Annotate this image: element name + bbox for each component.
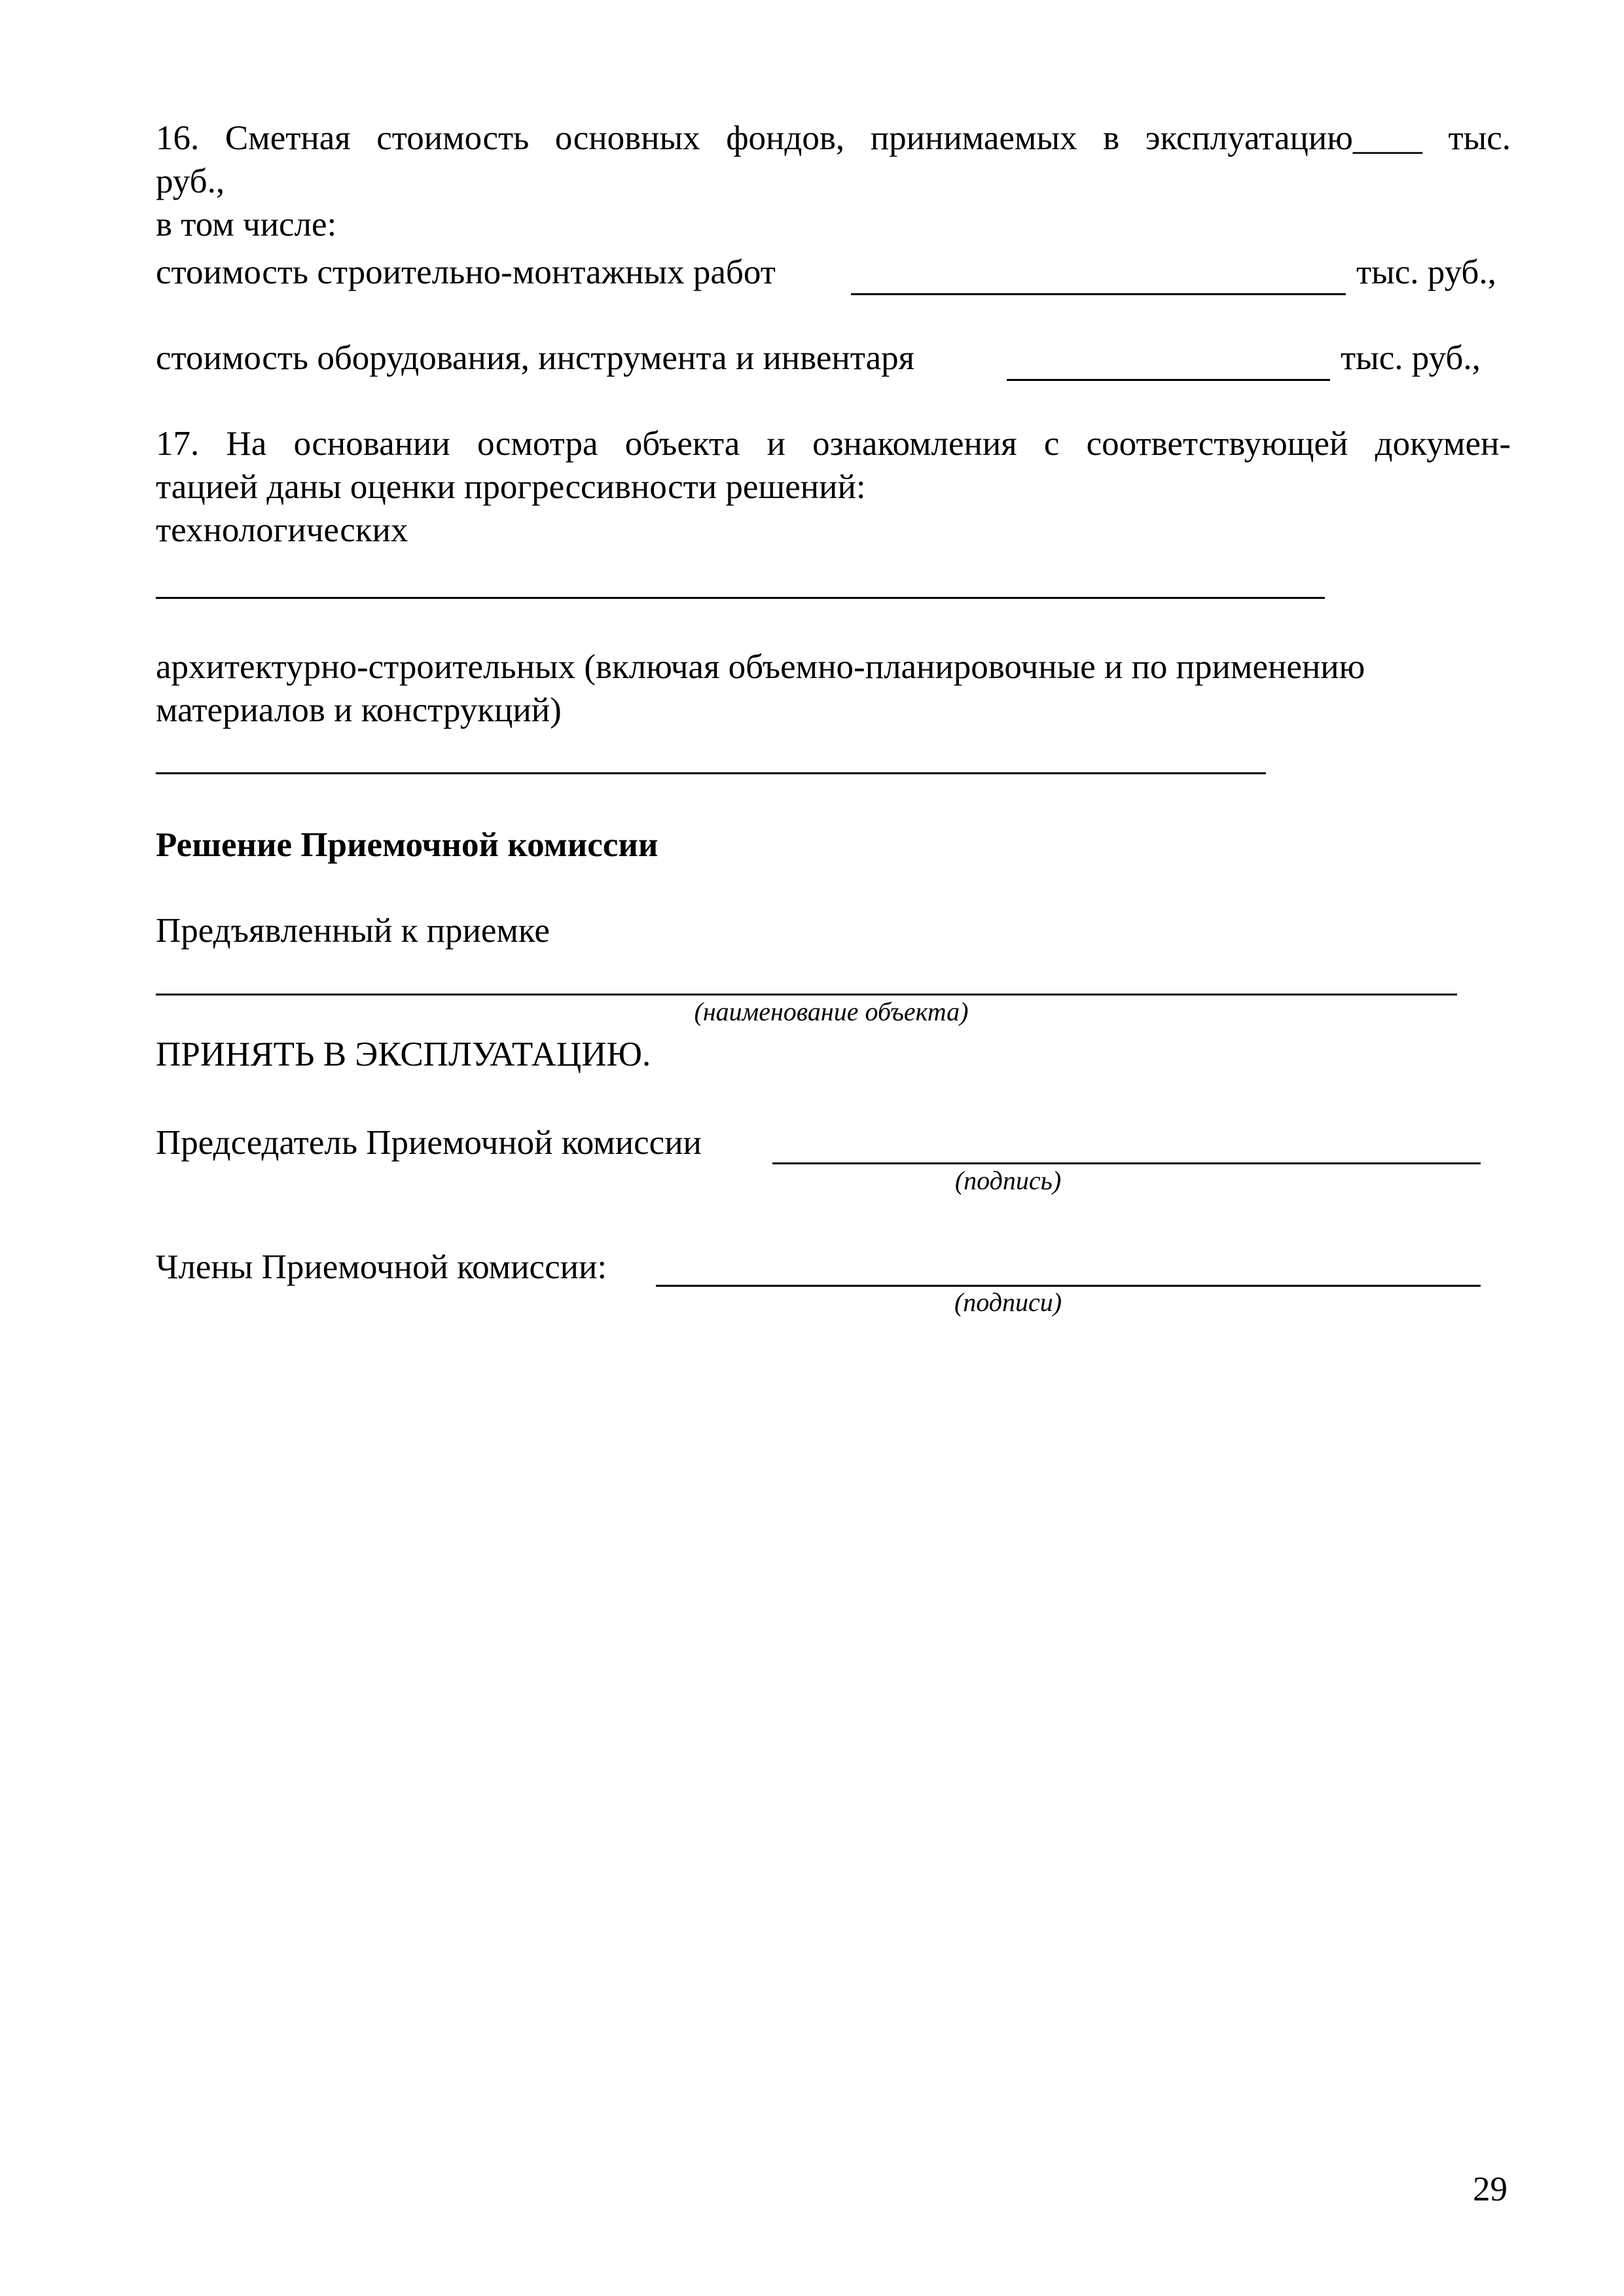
presented-label: Предъявленный к приемке bbox=[156, 912, 550, 950]
equipment-cost-blank[interactable] bbox=[1007, 379, 1330, 381]
decision-heading: Решение Приемочной комиссии bbox=[156, 826, 659, 864]
chairman-signature-line[interactable] bbox=[772, 1162, 1481, 1164]
item17-line2: тацией даны оценки прогрессивности решений: bbox=[156, 468, 866, 506]
item16-line1: 16. Сметная стоимость основных фондов, принимаемых в эксплуатацию____ тыс. bbox=[156, 119, 1511, 157]
members-signature-caption: (подписи) bbox=[954, 1287, 1062, 1317]
equipment-cost-label: стоимость оборудования, инструмента и инвентаря bbox=[156, 339, 914, 377]
smr-cost-unit: тыс. руб., bbox=[1356, 253, 1496, 291]
architectural-line2: материалов и конструкций) bbox=[156, 691, 562, 729]
chairman-signature-caption: (подпись) bbox=[954, 1166, 1062, 1195]
members-label: Члены Приемочной комиссии: bbox=[156, 1248, 607, 1286]
accept-text: ПРИНЯТЬ В ЭКСПЛУАТАЦИЮ. bbox=[156, 1035, 651, 1073]
technological-blank[interactable] bbox=[156, 597, 1325, 599]
smr-cost-blank[interactable] bbox=[851, 293, 1346, 295]
chairman-label: Председатель Приемочной комиссии bbox=[156, 1124, 702, 1162]
page-number: 29 bbox=[1473, 2170, 1507, 2208]
item17-line1: 17. На основании осмотра объекта и ознакомления с соответствующей докумен- bbox=[156, 425, 1511, 463]
architectural-blank[interactable] bbox=[156, 772, 1266, 774]
item16-line2: руб., bbox=[156, 162, 225, 200]
architectural-line1: архитектурно-строительных (включая объемно-планировочные и по применению bbox=[156, 648, 1365, 686]
technological-label: технологических bbox=[156, 511, 408, 549]
object-name-caption: (наименование объекта) bbox=[694, 997, 969, 1026]
object-name-blank[interactable] bbox=[156, 994, 1457, 996]
equipment-cost-unit: тыс. руб., bbox=[1341, 339, 1481, 377]
smr-cost-label: стоимость строительно-монтажных работ bbox=[156, 253, 776, 291]
item16-line3: в том числе: bbox=[156, 206, 337, 243]
